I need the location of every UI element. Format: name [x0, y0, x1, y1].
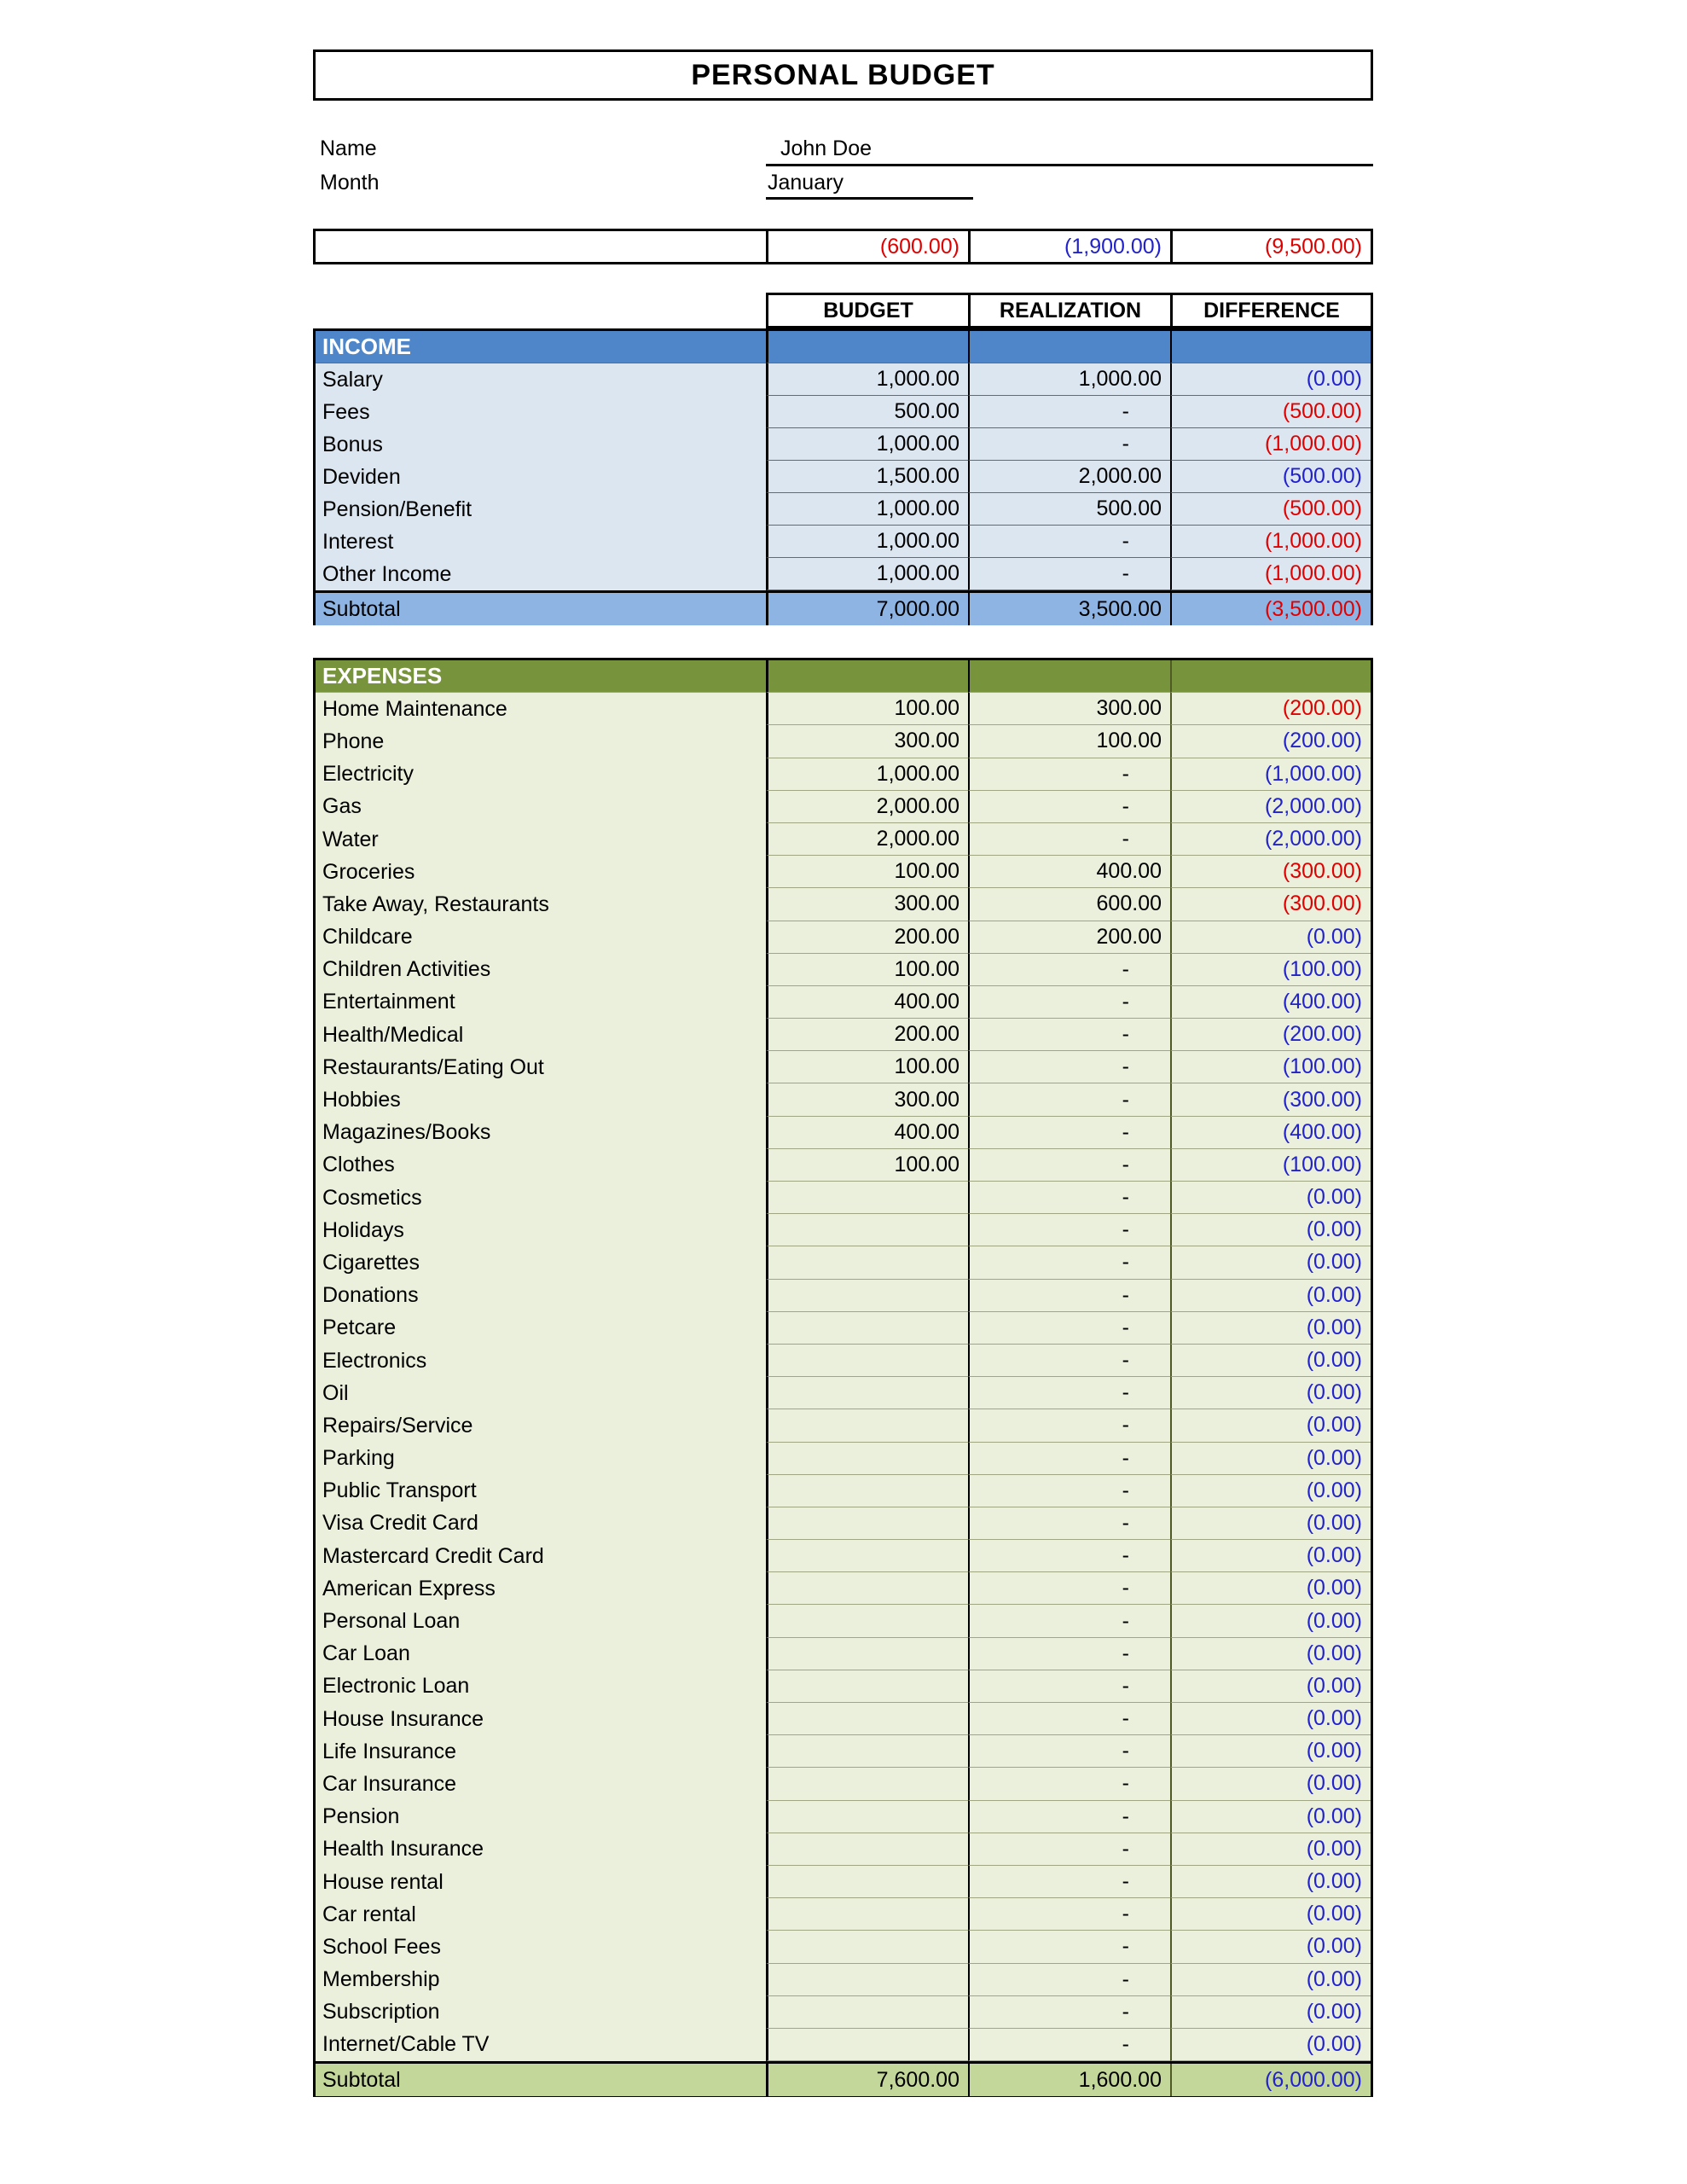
- row-label: Petcare: [316, 1312, 766, 1345]
- title-box: [313, 49, 1373, 101]
- difference-cell: (1,000.00): [1170, 758, 1371, 791]
- realization-cell[interactable]: -: [968, 1051, 1170, 1083]
- realization-cell[interactable]: 2,000.00: [968, 461, 1170, 493]
- realization-cell[interactable]: -: [968, 1507, 1170, 1540]
- budget-cell[interactable]: 1,000.00: [766, 526, 968, 558]
- budget-cell[interactable]: 300.00: [766, 888, 968, 921]
- difference-cell: (0.00): [1170, 1182, 1371, 1214]
- realization-cell[interactable]: -: [968, 1280, 1170, 1312]
- row-label: Membership: [316, 1964, 766, 1996]
- difference-cell: (0.00): [1170, 1996, 1371, 2029]
- difference-cell: (0.00): [1170, 1703, 1371, 1735]
- summary-budget-value: (600.00): [766, 231, 968, 262]
- expenses-header-difference-cell: [1170, 660, 1371, 693]
- realization-cell[interactable]: -: [968, 1312, 1170, 1345]
- summary-realization-value: (1,900.00): [968, 231, 1170, 262]
- realization-cell[interactable]: -: [968, 558, 1170, 590]
- difference-cell: (100.00): [1170, 1051, 1371, 1083]
- difference-cell: (0.00): [1170, 1377, 1371, 1409]
- row-label: Fees: [316, 396, 766, 428]
- row-label: Repairs/Service: [316, 1409, 766, 1442]
- realization-cell[interactable]: -: [968, 1833, 1170, 1866]
- budget-cell[interactable]: [766, 1735, 968, 1768]
- difference-cell: (1,000.00): [1170, 558, 1371, 590]
- budget-cell[interactable]: [766, 1670, 968, 1703]
- name-value[interactable]: John Doe: [780, 136, 872, 160]
- row-label: Children Activities: [316, 954, 766, 986]
- difference-cell: (1,000.00): [1170, 526, 1371, 558]
- realization-cell[interactable]: -: [968, 1246, 1170, 1279]
- realization-cell[interactable]: -: [968, 396, 1170, 428]
- realization-cell[interactable]: -: [968, 1931, 1170, 1963]
- realization-cell[interactable]: -: [968, 1638, 1170, 1670]
- budget-cell[interactable]: 2,000.00: [766, 823, 968, 856]
- income-row: [316, 461, 1371, 493]
- realization-cell[interactable]: 300.00: [968, 693, 1170, 725]
- expense-row: [316, 1214, 1371, 1246]
- income-subtotal-difference: (3,500.00): [1170, 593, 1371, 625]
- budget-cell[interactable]: 200.00: [766, 921, 968, 954]
- budget-cell[interactable]: 1,000.00: [766, 493, 968, 526]
- budget-cell[interactable]: [766, 1768, 968, 1800]
- realization-cell[interactable]: 400.00: [968, 856, 1170, 888]
- difference-cell: (0.00): [1170, 1214, 1371, 1246]
- expense-row: [316, 1898, 1371, 1931]
- expense-row: [316, 1019, 1371, 1051]
- difference-cell: (0.00): [1170, 1312, 1371, 1345]
- budget-cell[interactable]: 1,000.00: [766, 558, 968, 590]
- name-underline: [766, 164, 1373, 166]
- income-vs-expenses-bar: [313, 229, 1373, 264]
- page-title: PERSONAL BUDGET: [691, 58, 995, 91]
- realization-cell[interactable]: -: [968, 1735, 1170, 1768]
- row-label: Cosmetics: [316, 1182, 766, 1214]
- realization-cell[interactable]: -: [968, 1964, 1170, 1996]
- row-label: Magazines/Books: [316, 1117, 766, 1149]
- column-header-difference: DIFFERENCE: [1170, 295, 1371, 326]
- difference-cell: (0.00): [1170, 1605, 1371, 1637]
- budget-cell[interactable]: [766, 1475, 968, 1507]
- expenses-table: [313, 658, 1373, 2097]
- difference-cell: (0.00): [1170, 1638, 1371, 1670]
- expense-row: [316, 1866, 1371, 1898]
- row-label: Home Maintenance: [316, 693, 766, 725]
- row-label: Electronics: [316, 1345, 766, 1377]
- expense-row: [316, 1931, 1371, 1963]
- expense-row: [316, 725, 1371, 758]
- row-label: Donations: [316, 1280, 766, 1312]
- budget-cell[interactable]: 1,000.00: [766, 428, 968, 461]
- budget-cell[interactable]: [766, 1345, 968, 1377]
- row-label: Cigarettes: [316, 1246, 766, 1279]
- income-row: [316, 558, 1371, 590]
- expense-row: [316, 1801, 1371, 1833]
- income-rows: [316, 363, 1371, 590]
- realization-cell[interactable]: -: [968, 1117, 1170, 1149]
- row-label: Mastercard Credit Card: [316, 1540, 766, 1572]
- row-label: Public Transport: [316, 1475, 766, 1507]
- expense-row: [316, 1345, 1371, 1377]
- expense-row: [316, 1377, 1371, 1409]
- budget-cell[interactable]: 1,500.00: [766, 461, 968, 493]
- difference-cell: (400.00): [1170, 986, 1371, 1019]
- budget-cell[interactable]: 100.00: [766, 1149, 968, 1182]
- row-label: Restaurants/Eating Out: [316, 1051, 766, 1083]
- realization-cell[interactable]: 600.00: [968, 888, 1170, 921]
- expense-row: [316, 1280, 1371, 1312]
- budget-cell[interactable]: [766, 1801, 968, 1833]
- realization-cell[interactable]: -: [968, 986, 1170, 1019]
- budget-cell[interactable]: [766, 1507, 968, 1540]
- expense-row: [316, 1735, 1371, 1768]
- expense-row: [316, 1638, 1371, 1670]
- income-header-label: INCOME: [316, 331, 766, 363]
- row-label: Entertainment: [316, 986, 766, 1019]
- expense-row: [316, 888, 1371, 921]
- income-subtotal-row: [316, 590, 1371, 625]
- expenses-header-label: EXPENSES: [316, 660, 766, 693]
- difference-cell: (0.00): [1170, 1507, 1371, 1540]
- row-label: Parking: [316, 1443, 766, 1475]
- realization-cell[interactable]: -: [968, 1866, 1170, 1898]
- column-header-realization: REALIZATION: [968, 295, 1170, 326]
- expense-row: [316, 1996, 1371, 2029]
- budget-cell[interactable]: 100.00: [766, 1051, 968, 1083]
- expense-row: [316, 758, 1371, 791]
- row-label: Subscription: [316, 1996, 766, 2029]
- row-label: Health/Medical: [316, 1019, 766, 1051]
- expense-rows: [316, 693, 1371, 2061]
- difference-cell: (0.00): [1170, 1345, 1371, 1377]
- expense-row: [316, 1768, 1371, 1800]
- difference-cell: (0.00): [1170, 1931, 1371, 1963]
- budget-cell[interactable]: 1,000.00: [766, 758, 968, 791]
- budget-cell[interactable]: [766, 1312, 968, 1345]
- difference-cell: (0.00): [1170, 1833, 1371, 1866]
- expense-row: [316, 1507, 1371, 1540]
- budget-cell[interactable]: [766, 1214, 968, 1246]
- realization-cell[interactable]: -: [968, 1996, 1170, 2029]
- difference-cell: (0.00): [1170, 1964, 1371, 1996]
- budget-cell[interactable]: 1,000.00: [766, 363, 968, 396]
- realization-cell[interactable]: -: [968, 954, 1170, 986]
- expense-row: [316, 1703, 1371, 1735]
- difference-cell: (200.00): [1170, 725, 1371, 758]
- expense-row: [316, 856, 1371, 888]
- difference-cell: (200.00): [1170, 693, 1371, 725]
- row-label: Bonus: [316, 428, 766, 461]
- row-label: Salary: [316, 363, 766, 396]
- month-label: Month: [320, 171, 380, 195]
- realization-cell[interactable]: -: [968, 1703, 1170, 1735]
- budget-cell[interactable]: 100.00: [766, 954, 968, 986]
- row-label: Other Income: [316, 558, 766, 590]
- budget-cell[interactable]: [766, 1443, 968, 1475]
- realization-cell[interactable]: -: [968, 823, 1170, 856]
- budget-cell[interactable]: [766, 1246, 968, 1279]
- row-label: Oil: [316, 1377, 766, 1409]
- name-label: Name: [320, 136, 377, 160]
- budget-cell[interactable]: 300.00: [766, 725, 968, 758]
- realization-cell[interactable]: 200.00: [968, 921, 1170, 954]
- budget-cell[interactable]: [766, 1996, 968, 2029]
- budget-cell[interactable]: [766, 1280, 968, 1312]
- expense-row: [316, 954, 1371, 986]
- expense-row: [316, 1605, 1371, 1637]
- realization-cell[interactable]: -: [968, 1605, 1170, 1637]
- realization-cell[interactable]: -: [968, 1768, 1170, 1800]
- realization-cell[interactable]: -: [968, 1540, 1170, 1572]
- budget-cell[interactable]: 100.00: [766, 693, 968, 725]
- difference-cell: (0.00): [1170, 1572, 1371, 1605]
- expense-row: [316, 1443, 1371, 1475]
- row-label: Gas: [316, 791, 766, 823]
- income-subtotal-realization: 3,500.00: [968, 593, 1170, 625]
- summary-label: INCOME VS EXPENSES: [323, 234, 565, 258]
- difference-cell: (0.00): [1170, 1735, 1371, 1768]
- row-label: Life Insurance: [316, 1735, 766, 1768]
- income-header-difference-cell: [1170, 331, 1371, 363]
- expense-row: [316, 1540, 1371, 1572]
- expenses-subtotal-difference: (6,000.00): [1170, 2064, 1371, 2096]
- budget-cell[interactable]: 100.00: [766, 856, 968, 888]
- budget-cell[interactable]: [766, 1866, 968, 1898]
- difference-cell: (0.00): [1170, 1280, 1371, 1312]
- realization-cell[interactable]: -: [968, 1475, 1170, 1507]
- month-value[interactable]: January: [768, 171, 844, 195]
- expense-row: [316, 1964, 1371, 1996]
- income-header-realization-cell: [968, 331, 1170, 363]
- expense-row: [316, 1246, 1371, 1279]
- difference-cell: (300.00): [1170, 856, 1371, 888]
- row-label: Hobbies: [316, 1083, 766, 1116]
- realization-cell[interactable]: -: [968, 1443, 1170, 1475]
- budget-cell[interactable]: [766, 1898, 968, 1931]
- expense-row: [316, 1409, 1371, 1442]
- row-label: Pension/Benefit: [316, 493, 766, 526]
- row-label: Visa Credit Card: [316, 1507, 766, 1540]
- realization-cell[interactable]: -: [968, 1083, 1170, 1116]
- realization-cell[interactable]: -: [968, 1214, 1170, 1246]
- expenses-header-realization-cell: [968, 660, 1170, 693]
- expense-row: [316, 921, 1371, 954]
- budget-cell[interactable]: [766, 1377, 968, 1409]
- column-headers: [766, 293, 1373, 328]
- difference-cell: (0.00): [1170, 1801, 1371, 1833]
- budget-cell[interactable]: 300.00: [766, 1083, 968, 1116]
- difference-cell: (500.00): [1170, 396, 1371, 428]
- row-label: House Insurance: [316, 1703, 766, 1735]
- expense-row: [316, 1475, 1371, 1507]
- realization-cell[interactable]: -: [968, 758, 1170, 791]
- budget-cell[interactable]: [766, 1540, 968, 1572]
- row-label: School Fees: [316, 1931, 766, 1963]
- budget-cell[interactable]: [766, 1182, 968, 1214]
- row-label: Car Loan: [316, 1638, 766, 1670]
- budget-cell[interactable]: 2,000.00: [766, 791, 968, 823]
- income-subtotal-label: Subtotal: [316, 593, 766, 625]
- row-label: Clothes: [316, 1149, 766, 1182]
- row-label: Car rental: [316, 1898, 766, 1931]
- difference-cell: (2,000.00): [1170, 823, 1371, 856]
- difference-cell: (500.00): [1170, 461, 1371, 493]
- row-label: Car Insurance: [316, 1768, 766, 1800]
- row-label: Electricity: [316, 758, 766, 791]
- realization-cell[interactable]: 500.00: [968, 493, 1170, 526]
- difference-cell: (0.00): [1170, 1409, 1371, 1442]
- difference-cell: (0.00): [1170, 363, 1371, 396]
- budget-cell[interactable]: 400.00: [766, 986, 968, 1019]
- difference-cell: (0.00): [1170, 1246, 1371, 1279]
- summary-difference-value: (9,500.00): [1170, 231, 1371, 262]
- row-label: Phone: [316, 725, 766, 758]
- difference-cell: (1,000.00): [1170, 428, 1371, 461]
- realization-cell[interactable]: -: [968, 428, 1170, 461]
- income-subtotal-budget: 7,000.00: [766, 593, 968, 625]
- realization-cell[interactable]: -: [968, 791, 1170, 823]
- budget-cell[interactable]: [766, 1572, 968, 1605]
- expenses-subtotal-label: Subtotal: [316, 2064, 766, 2096]
- row-label: Childcare: [316, 921, 766, 954]
- difference-cell: (0.00): [1170, 1768, 1371, 1800]
- expenses-header-budget-cell: [766, 660, 968, 693]
- difference-cell: (300.00): [1170, 888, 1371, 921]
- expense-row: [316, 791, 1371, 823]
- budget-cell[interactable]: [766, 1703, 968, 1735]
- realization-cell[interactable]: -: [968, 1377, 1170, 1409]
- column-header-budget: BUDGET: [823, 298, 913, 322]
- expenses-subtotal-realization: 1,600.00: [968, 2064, 1170, 2096]
- row-label: Electronic Loan: [316, 1670, 766, 1703]
- expense-row: [316, 1670, 1371, 1703]
- expense-row: [316, 1083, 1371, 1116]
- row-label: Deviden: [316, 461, 766, 493]
- row-label: Health Insurance: [316, 1833, 766, 1866]
- budget-cell[interactable]: [766, 2029, 968, 2061]
- row-label: Water: [316, 823, 766, 856]
- expense-row: [316, 1117, 1371, 1149]
- budget-cell[interactable]: [766, 1833, 968, 1866]
- income-row: [316, 363, 1371, 396]
- difference-cell: (200.00): [1170, 1019, 1371, 1051]
- expense-row: [316, 823, 1371, 856]
- income-row: [316, 493, 1371, 526]
- income-row: [316, 526, 1371, 558]
- expense-row: [316, 1312, 1371, 1345]
- month-underline: [766, 197, 973, 200]
- difference-cell: (100.00): [1170, 954, 1371, 986]
- budget-cell[interactable]: [766, 1605, 968, 1637]
- row-label: Personal Loan: [316, 1605, 766, 1637]
- row-label: Internet/Cable TV: [316, 2029, 766, 2061]
- realization-cell[interactable]: -: [968, 1345, 1170, 1377]
- budget-cell[interactable]: [766, 1964, 968, 1996]
- income-section-header: [316, 331, 1371, 363]
- realization-cell[interactable]: -: [968, 1670, 1170, 1703]
- realization-cell[interactable]: -: [968, 1572, 1170, 1605]
- expenses-section-header: [316, 660, 1371, 693]
- expense-row: [316, 2029, 1371, 2061]
- difference-cell: (0.00): [1170, 1670, 1371, 1703]
- difference-cell: (0.00): [1170, 1475, 1371, 1507]
- expense-row: [316, 1182, 1371, 1214]
- income-row: [316, 428, 1371, 461]
- realization-cell[interactable]: -: [968, 1898, 1170, 1931]
- realization-cell[interactable]: 100.00: [968, 725, 1170, 758]
- realization-cell[interactable]: -: [968, 1182, 1170, 1214]
- row-label: Holidays: [316, 1214, 766, 1246]
- realization-cell[interactable]: -: [968, 1409, 1170, 1442]
- row-label: American Express: [316, 1572, 766, 1605]
- expense-row: [316, 693, 1371, 725]
- realization-cell[interactable]: -: [968, 526, 1170, 558]
- budget-cell[interactable]: 500.00: [766, 396, 968, 428]
- budget-cell[interactable]: [766, 1931, 968, 1963]
- row-label: Groceries: [316, 856, 766, 888]
- realization-cell[interactable]: -: [968, 1801, 1170, 1833]
- budget-cell[interactable]: 200.00: [766, 1019, 968, 1051]
- row-label: Pension: [316, 1801, 766, 1833]
- income-row: [316, 396, 1371, 428]
- difference-cell: (0.00): [1170, 2029, 1371, 2061]
- row-label: House rental: [316, 1866, 766, 1898]
- realization-cell[interactable]: -: [968, 1019, 1170, 1051]
- expense-row: [316, 1149, 1371, 1182]
- row-label: Take Away, Restaurants: [316, 888, 766, 921]
- expense-row: [316, 1572, 1371, 1605]
- income-header-budget-cell: [766, 331, 968, 363]
- expenses-subtotal-budget: 7,600.00: [766, 2064, 968, 2096]
- difference-cell: (400.00): [1170, 1117, 1371, 1149]
- realization-cell[interactable]: -: [968, 1149, 1170, 1182]
- income-table: [313, 328, 1373, 625]
- difference-cell: (300.00): [1170, 1083, 1371, 1116]
- difference-cell: (0.00): [1170, 1898, 1371, 1931]
- expense-row: [316, 1051, 1371, 1083]
- difference-cell: (0.00): [1170, 921, 1371, 954]
- realization-cell[interactable]: 1,000.00: [968, 363, 1170, 396]
- difference-cell: (100.00): [1170, 1149, 1371, 1182]
- budget-cell[interactable]: [766, 1638, 968, 1670]
- difference-cell: (2,000.00): [1170, 791, 1371, 823]
- expense-row: [316, 1833, 1371, 1866]
- budget-cell[interactable]: [766, 1409, 968, 1442]
- difference-cell: (500.00): [1170, 493, 1371, 526]
- difference-cell: (0.00): [1170, 1866, 1371, 1898]
- difference-cell: (0.00): [1170, 1540, 1371, 1572]
- budget-cell[interactable]: 400.00: [766, 1117, 968, 1149]
- difference-cell: (0.00): [1170, 1443, 1371, 1475]
- realization-cell[interactable]: -: [968, 2029, 1170, 2061]
- expense-row: [316, 986, 1371, 1019]
- expenses-subtotal-row: [316, 2061, 1371, 2096]
- row-label: Interest: [316, 526, 766, 558]
